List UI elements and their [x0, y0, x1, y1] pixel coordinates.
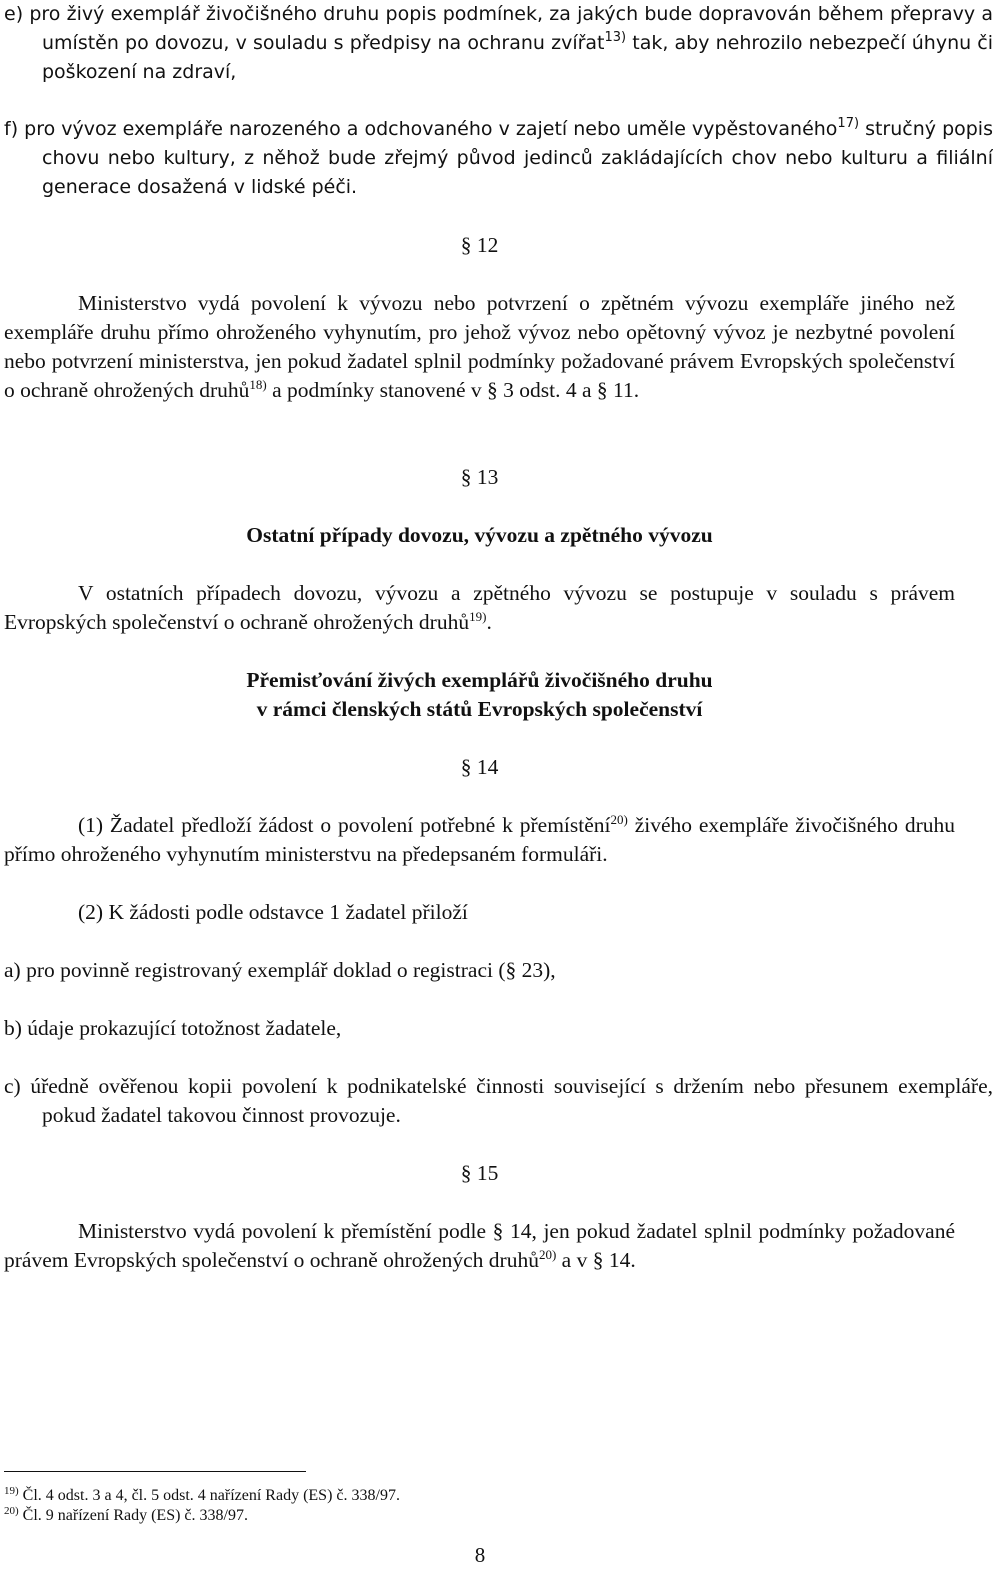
section-14-heading: § 14 — [460, 755, 499, 779]
part-title-line-1: Přemisťování živých exemplářů živočišného druhu — [246, 668, 713, 692]
section-15-heading: § 15 — [460, 1161, 499, 1185]
page-number: 8 — [474, 1543, 486, 1567]
footnote-ref: 20) — [610, 812, 628, 827]
section-13-heading: § 13 — [460, 465, 499, 489]
item-f: f) pro vývoz exempláře narozeného a odchovaného v zajetí nebo uměle vypěstovaného$^{17)}$ stručný popis chovu nebo kultury, z něhož bude zřejmý původ jedinců zakládajících chov nebo kulturu a filiální generace dosažená v lidské péči. — [4, 116, 993, 198]
section-15-paragraph: Ministerstvo vydá povolení k přemístění podle § 14, jen pokud žadatel splnil podmínky požadované právem Evropských společenství o ochraně ohrožených druhů$^{20)}$ a v § 14. — [4, 1219, 955, 1272]
footnote-19: $^{19)}$ Čl. 4 odst. 3 a 4, čl. 5 odst. 4 nařízení Rady (ES) č. 338/97. — [4, 1485, 400, 1504]
section-13-paragraph: V ostatních případech dovozu, vývozu a zpětného vývozu se postupuje v souladu s právem Evropských společenství o ochraně ohrožených druhů$^{19)}$. — [4, 581, 955, 634]
footnote-ref: 13) — [604, 30, 627, 45]
part-title-line-2: v rámci členských států Evropských společenství — [256, 697, 703, 721]
item-e: e) pro živý exemplář živočišného druhu popis podmínek, za jakých bude dopravován během přepravy a umístěn po dovozu, v souladu s předpisy na ochranu zvířat$^{13)}$ tak, aby nehrozilo nebezpečí úhynu či poškození na zdraví, — [4, 3, 993, 83]
section-13-title: Ostatní případy dovozu, vývozu a zpětného vývozu — [246, 523, 713, 547]
section-14-item-c: c) úředně ověřenou kopii povolení k podnikatelské činnosti související s držením nebo přesunem exempláře, pokud žadatel takovou činnost provozuje. — [4, 1074, 993, 1127]
section-12-heading: § 12 — [460, 233, 499, 257]
footnote-ref: 20) — [538, 1247, 557, 1262]
section-14-paragraph-1: (1) Žadatel předloží žádost o povolení potřebné k přemístění$^{20)}$ živého exempláře živočišného druhu přímo ohroženého vyhynutím ministerstvu na předepsaném formuláři. — [4, 812, 955, 866]
footnote-ref: 17) — [837, 116, 860, 131]
footnote-20: $^{20)}$ Čl. 9 nařízení Rady (ES) č. 338/97. — [4, 1505, 248, 1524]
footnote-separator — [4, 1471, 306, 1472]
footnote-ref: 18) — [249, 377, 267, 392]
section-14-item-a: a) pro povinně registrovaný exemplář doklad o registraci (§ 23), — [4, 958, 556, 982]
section-12-paragraph: Ministerstvo vydá povolení k vývozu nebo potvrzení o zpětném vývozu exempláře jiného než exempláře druhu přímo ohroženého vyhynutím, pro jehož vývoz nebo opětovný vývoz je nezbytné povolení nebo potvrzení ministerstva, jen pokud žadatel splnil podmínky požadované právem Evropských společenství o ochraně ohrožených druhů$^{18)}$ a podmínky stanovené v § 3 odst. 4 a § 11. — [4, 291, 955, 402]
footnote-ref: 19) — [469, 609, 487, 624]
section-14-item-b: b) údaje prokazující totožnost žadatele, — [4, 1016, 342, 1040]
section-14-paragraph-2: (2) K žádosti podle odstavce 1 žadatel přiloží — [78, 900, 468, 924]
